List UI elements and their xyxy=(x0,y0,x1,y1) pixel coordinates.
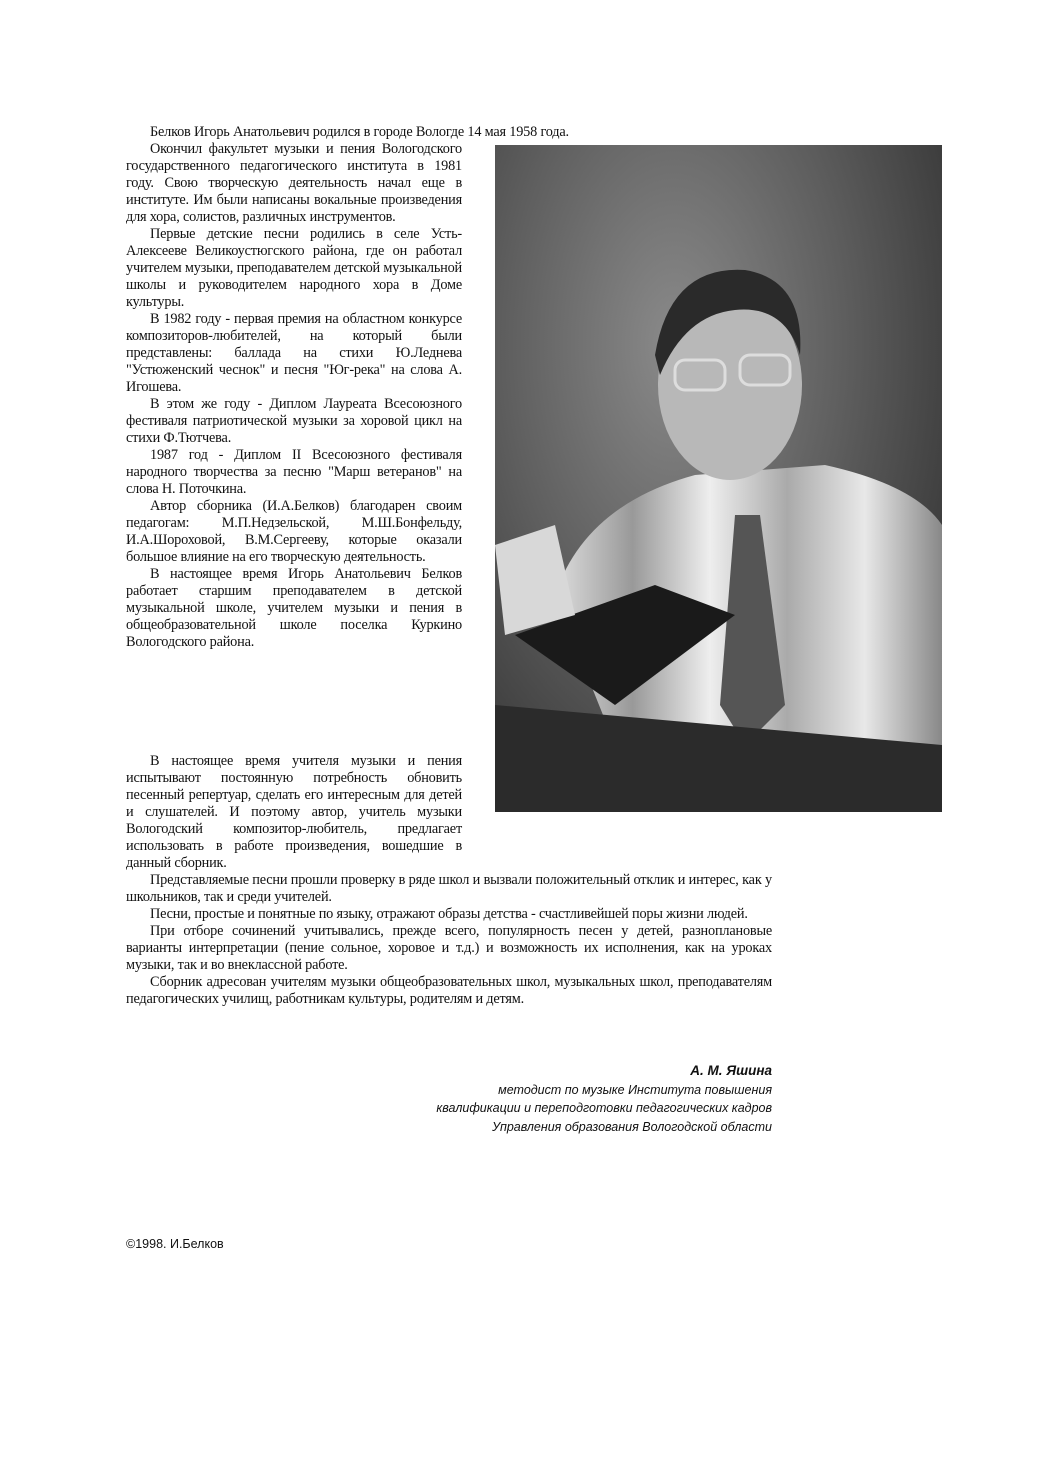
signature-title-line: квалификации и переподготовки педагогических кадров xyxy=(436,1101,772,1115)
intro-paragraph: В настоящее время учителя музыки и пения испытывают постоянную потребность обновить песенный репертуар, сделать его интересным для детей и слушателей. И поэтому автор, учитель музыки Вологодский композитор-любитель, предлагает использовать в работе произведения, вошедшие в данный сборник. xyxy=(126,753,462,871)
bio-paragraph: В этом же году - Диплом Лауреата Всесоюзного фестиваля патриотической музыки за хоровой цикл на стихи Ф.Тютчева. xyxy=(126,396,462,446)
intro-paragraph: При отборе сочинений учитывались, прежде всего, популярность песен у детей, разноплановые варианты интерпретации (пение сольное, хоровое и т.д.) и возможность их исполнения, как на уроках музыки, так и во внеклассной работе. xyxy=(126,923,772,973)
intro-paragraph: Песни, простые и понятные по языку, отражают образы детства - счастливейшей поры жизни людей. xyxy=(150,906,748,922)
bio-paragraph: В настоящее время Игорь Анатольевич Белков работает старшим преподавателем в детской музыкальной школе, учителем музыки и пения в общеобразовательной школе поселка Куркино Вологодского района. xyxy=(126,566,462,650)
bio-paragraph: 1987 год - Диплом II Всесоюзного фестиваля народного творчества за песню "Марш ветеранов" на слова Н. Поточкина. xyxy=(126,447,462,497)
document-body xyxy=(126,124,772,1008)
intro-paragraph: Представляемые песни прошли проверку в ряде школ и вызвали положительный отклик и интерес, как у школьников, так и среди учителей. xyxy=(126,872,772,905)
signature-title-line: методист по музыке Института повышения xyxy=(498,1082,772,1097)
signature-block xyxy=(436,1062,772,1136)
bio-paragraph: Окончил факультет музыки и пения Вологодского государственного педагогического института в 1981 году. Свою творческую деятельность начал еще в институте. Им были написаны вокальные произведения для хора, солистов, различных инструментов. xyxy=(126,141,462,225)
bio-first-line: Белков Игорь Анатольевич родился в городе Вологде 14 мая 1958 года. xyxy=(150,124,569,140)
signature-title-line: Управления образования Вологодской области xyxy=(492,1119,772,1134)
bio-paragraph: Первые детские песни родились в селе Усть-Алексееве Великоустюгского района, где он работал учителем музыки, преподавателем детской музыкальной школы и руководителем народного хора в Доме культуры. xyxy=(126,226,462,310)
copyright: ©1998. И.Белков xyxy=(126,1237,224,1251)
signature-name: А. М. Яшина xyxy=(690,1063,772,1078)
bio-paragraph: В 1982 году - первая премия на областном конкурсе композиторов-любителей, на который были представлены: баллада на стихи Ю.Леднева "Устюженский чеснок" и песня "Юг-река" на слова А. Игошева. xyxy=(126,311,462,395)
intro-paragraph: Сборник адресован учителям музыки общеобразовательных школ, музыкальных школ, преподавателям педагогических училищ, работникам культуры, родителям и детям. xyxy=(126,974,772,1007)
bio-paragraph: Автор сборника (И.А.Белков) благодарен своим педагогам: М.П.Недзельской, М.Ш.Бонфельду, И.А.Шороховой, В.М.Сергееву, которые оказали большое влияние на его творческую деятельность. xyxy=(126,498,462,565)
